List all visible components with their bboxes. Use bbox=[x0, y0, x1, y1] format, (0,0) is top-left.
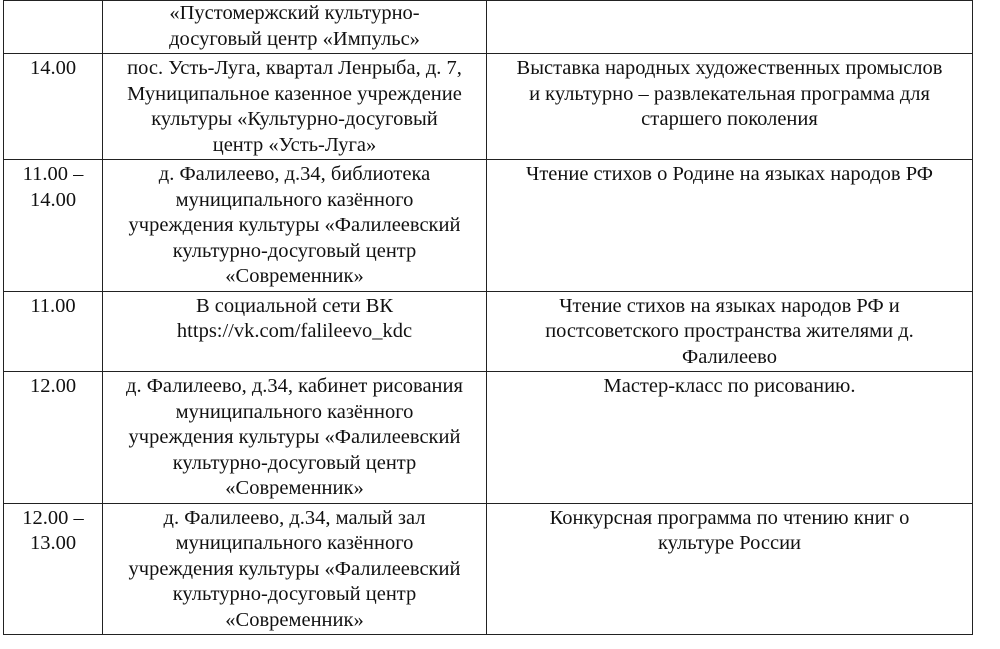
place-line: д. Фалилеево, д.34, малый зал bbox=[163, 506, 426, 529]
event-cell bbox=[487, 503, 973, 635]
event-line: старшего поколения bbox=[641, 108, 818, 130]
event-cell bbox=[487, 291, 973, 372]
time-line: 11.00 bbox=[30, 294, 76, 317]
place-line: муниципального казённого bbox=[175, 532, 414, 554]
time-cell bbox=[4, 503, 103, 635]
place-line: культуры «Культурно-досуговый bbox=[151, 108, 438, 130]
event-cell bbox=[487, 54, 973, 160]
table-row bbox=[4, 54, 973, 160]
time-line: 14.00 bbox=[29, 188, 77, 211]
event-line: и культурно – развлекательная программа для bbox=[529, 82, 930, 105]
time-line: 13.00 bbox=[29, 532, 77, 554]
place-cell bbox=[103, 1, 487, 54]
event-line: Мастер-класс по рисованию. bbox=[603, 375, 856, 397]
place-line: пос. Усть-Луга, квартал Ленрыба, д. 7, bbox=[127, 57, 462, 79]
schedule-table bbox=[3, 0, 973, 635]
place-line: учреждения культуры «Фалилеевский bbox=[128, 557, 461, 580]
place-line: муниципального казённого bbox=[175, 400, 414, 423]
place-line: досуговый центр «Импульс» bbox=[169, 27, 420, 50]
place-line: «Современник» bbox=[225, 608, 364, 631]
event-line: культуре России bbox=[657, 532, 802, 554]
place-cell bbox=[103, 291, 487, 372]
place-line: «Пустомержский культурно- bbox=[169, 2, 420, 24]
place-line: «Современник» bbox=[225, 477, 364, 499]
place-line: культурно-досуговый центр bbox=[172, 239, 417, 262]
place-line: учреждения культуры «Фалилеевский bbox=[128, 426, 461, 448]
time-cell bbox=[4, 54, 103, 160]
place-line: центр «Усть-Луга» bbox=[212, 133, 377, 156]
place-line: учреждения культуры «Фалилеевский bbox=[128, 214, 461, 236]
place-line: Муниципальное казенное учреждение bbox=[127, 82, 462, 105]
time-line: 11.00 – bbox=[22, 163, 84, 185]
table-row bbox=[4, 372, 973, 504]
place-cell bbox=[103, 160, 487, 292]
time-cell bbox=[4, 1, 103, 54]
event-line: Выставка народных художественных промыслов bbox=[516, 57, 943, 79]
time-cell bbox=[4, 372, 103, 504]
event-line: Фалилеево bbox=[682, 345, 777, 368]
time-cell bbox=[4, 160, 103, 292]
place-line: д. Фалилеево, д.34, кабинет рисования bbox=[126, 375, 463, 397]
event-cell bbox=[487, 372, 973, 504]
time-line: 12.00 – bbox=[22, 506, 84, 529]
place-line: д. Фалилеево, д.34, библиотека bbox=[158, 163, 431, 185]
event-cell bbox=[487, 1, 973, 54]
place-line: культурно-досуговый центр bbox=[172, 583, 417, 605]
time-cell bbox=[4, 291, 103, 372]
place-line: муниципального казённого bbox=[175, 188, 414, 211]
table-row bbox=[4, 160, 973, 292]
place-cell bbox=[103, 372, 487, 504]
vk-link[interactable]: https://vk.com/falileevo_kdc bbox=[176, 320, 413, 342]
event-line: постсоветского пространства жителями д. bbox=[545, 320, 914, 342]
place-line: «Современник» bbox=[225, 265, 364, 287]
table-row bbox=[4, 503, 973, 635]
table-row bbox=[4, 1, 973, 54]
event-cell bbox=[487, 160, 973, 292]
table-row bbox=[4, 291, 973, 372]
event-line: Конкурсная программа по чтению книг о bbox=[549, 506, 910, 529]
time-line: 12.00 bbox=[29, 375, 77, 397]
event-line: Чтение стихов о Родине на языках народов РФ bbox=[526, 163, 933, 185]
place-line: В социальной сети ВК bbox=[195, 294, 394, 317]
event-line: Чтение стихов на языках народов РФ и bbox=[559, 294, 900, 317]
place-line: культурно-досуговый центр bbox=[172, 451, 417, 474]
time-line: 14.00 bbox=[29, 57, 77, 79]
place-cell bbox=[103, 54, 487, 160]
place-cell bbox=[103, 503, 487, 635]
